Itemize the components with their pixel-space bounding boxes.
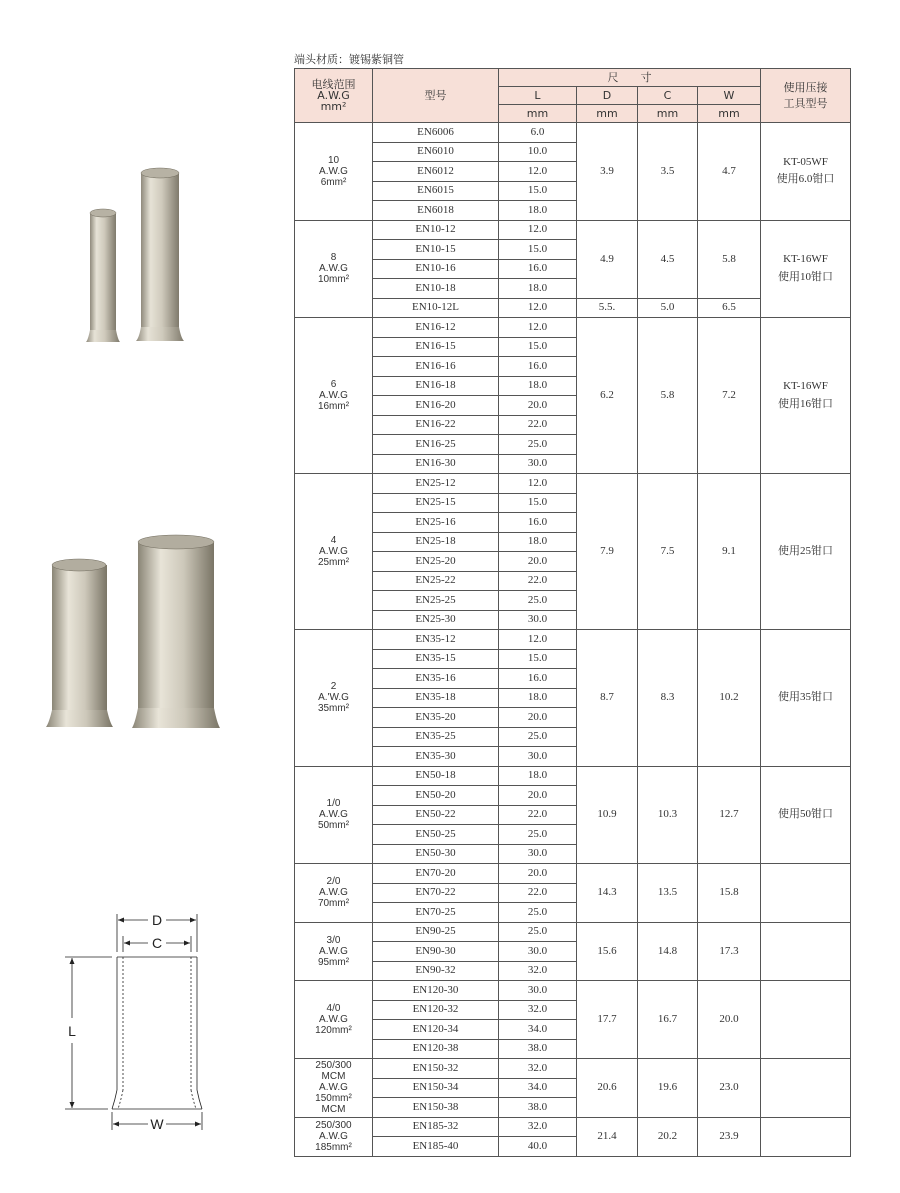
model-cell: EN90-25 — [373, 922, 499, 942]
model-cell: EN185-40 — [373, 1137, 499, 1157]
dim-c-cell: 16.7 — [638, 981, 698, 1059]
diagram-label-l: L — [68, 1023, 76, 1039]
length-cell: 15.0 — [499, 181, 577, 201]
table-row — [295, 220, 851, 240]
wire-range-cell: 4 A.W.G 25mm² — [295, 474, 373, 630]
spec-table — [294, 68, 851, 1157]
model-cell: EN10-12L — [373, 298, 499, 318]
model-cell: EN16-12 — [373, 318, 499, 338]
length-cell: 16.0 — [499, 259, 577, 279]
dim-c-cell: 7.5 — [638, 474, 698, 630]
model-cell: EN6015 — [373, 181, 499, 201]
model-cell: EN150-34 — [373, 1078, 499, 1098]
length-cell: 12.0 — [499, 318, 577, 338]
col-w-header: W — [698, 87, 761, 105]
crimp-tool-cell: KT-16WF 使用16钳口 — [761, 318, 851, 474]
dim-d-cell: 6.2 — [577, 318, 638, 474]
length-cell: 18.0 — [499, 688, 577, 708]
model-cell: EN6006 — [373, 123, 499, 143]
model-header: 型号 — [373, 69, 499, 123]
length-cell: 40.0 — [499, 1137, 577, 1157]
dim-w-cell: 6.5 — [698, 298, 761, 318]
model-cell: EN185-32 — [373, 1117, 499, 1137]
model-cell: EN35-16 — [373, 669, 499, 689]
diagram-label-w: W — [150, 1116, 164, 1132]
dimension-diagram — [60, 900, 220, 1140]
length-cell: 25.0 — [499, 903, 577, 923]
dim-d-cell: 14.3 — [577, 864, 638, 923]
length-cell: 12.0 — [499, 474, 577, 494]
dim-d-cell: 15.6 — [577, 922, 638, 981]
length-cell: 12.0 — [499, 630, 577, 650]
crimp-tool-cell — [761, 1117, 851, 1156]
model-cell: EN16-16 — [373, 357, 499, 377]
length-cell: 16.0 — [499, 513, 577, 533]
length-cell: 30.0 — [499, 610, 577, 630]
length-cell: 18.0 — [499, 201, 577, 221]
range-header: 电线范围 A.W.G mm² — [295, 69, 373, 123]
dim-w-cell: 23.0 — [698, 1059, 761, 1118]
length-cell: 18.0 — [499, 766, 577, 786]
length-cell: 38.0 — [499, 1098, 577, 1118]
dim-w-cell: 15.8 — [698, 864, 761, 923]
dim-w-cell: 20.0 — [698, 981, 761, 1059]
length-cell: 30.0 — [499, 454, 577, 474]
model-cell: EN70-22 — [373, 883, 499, 903]
length-cell: 6.0 — [499, 123, 577, 143]
model-cell: EN6012 — [373, 162, 499, 182]
large-ferrules-photo — [40, 530, 230, 735]
dimension-header: 尺 寸 — [499, 69, 761, 87]
model-cell: EN70-20 — [373, 864, 499, 884]
length-cell: 30.0 — [499, 747, 577, 767]
ferrule-medium-icon — [136, 168, 184, 341]
length-cell: 32.0 — [499, 961, 577, 981]
col-l-header: L — [499, 87, 577, 105]
model-cell: EN120-34 — [373, 1020, 499, 1040]
unit-w: mm — [698, 105, 761, 123]
model-cell: EN150-38 — [373, 1098, 499, 1118]
model-cell: EN35-15 — [373, 649, 499, 669]
length-cell: 12.0 — [499, 298, 577, 318]
crimp-tool-cell — [761, 922, 851, 981]
model-cell: EN10-16 — [373, 259, 499, 279]
dim-c-cell: 10.3 — [638, 766, 698, 864]
model-cell: EN16-25 — [373, 435, 499, 455]
length-cell: 15.0 — [499, 337, 577, 357]
length-cell: 32.0 — [499, 1000, 577, 1020]
crimp-tool-cell: 使用50钳口 — [761, 766, 851, 864]
table-row — [295, 766, 851, 786]
length-cell: 25.0 — [499, 922, 577, 942]
table-row — [295, 981, 851, 1001]
crimp-tool-cell: 使用25钳口 — [761, 474, 851, 630]
table-row — [295, 1117, 851, 1137]
dim-w-cell: 12.7 — [698, 766, 761, 864]
dim-d-cell: 10.9 — [577, 766, 638, 864]
table-row — [295, 922, 851, 942]
dim-d-cell: 5.5. — [577, 298, 638, 318]
length-cell: 15.0 — [499, 649, 577, 669]
ferrule-large-icon — [46, 559, 113, 727]
length-cell: 22.0 — [499, 805, 577, 825]
dim-w-cell: 9.1 — [698, 474, 761, 630]
crimp-tool-cell: KT-16WF 使用10钳口 — [761, 220, 851, 318]
dim-c-cell: 5.8 — [638, 318, 698, 474]
table-row — [295, 630, 851, 650]
dim-d-cell: 20.6 — [577, 1059, 638, 1118]
model-cell: EN50-18 — [373, 766, 499, 786]
model-cell: EN35-12 — [373, 630, 499, 650]
model-cell: EN50-20 — [373, 786, 499, 806]
table-row — [295, 318, 851, 338]
crimp-tool-cell — [761, 1059, 851, 1118]
model-cell: EN50-30 — [373, 844, 499, 864]
length-cell: 25.0 — [499, 727, 577, 747]
model-cell: EN10-18 — [373, 279, 499, 299]
length-cell: 34.0 — [499, 1078, 577, 1098]
length-cell: 22.0 — [499, 571, 577, 591]
dim-w-cell: 7.2 — [698, 318, 761, 474]
length-cell: 38.0 — [499, 1039, 577, 1059]
model-cell: EN35-30 — [373, 747, 499, 767]
length-cell: 18.0 — [499, 376, 577, 396]
ferrule-small-icon — [86, 209, 120, 342]
length-cell: 30.0 — [499, 844, 577, 864]
length-cell: 20.0 — [499, 864, 577, 884]
model-cell: EN10-12 — [373, 220, 499, 240]
dim-c-cell: 13.5 — [638, 864, 698, 923]
model-cell: EN35-25 — [373, 727, 499, 747]
model-cell: EN35-20 — [373, 708, 499, 728]
unit-c: mm — [638, 105, 698, 123]
model-cell: EN16-15 — [373, 337, 499, 357]
dim-d-cell: 7.9 — [577, 474, 638, 630]
dim-w-cell: 10.2 — [698, 630, 761, 767]
length-cell: 30.0 — [499, 981, 577, 1001]
length-cell: 20.0 — [499, 708, 577, 728]
wire-range-cell: 3/0 A.W.G 95mm² — [295, 922, 373, 981]
col-c-header: C — [638, 87, 698, 105]
length-cell: 16.0 — [499, 669, 577, 689]
table-row — [295, 474, 851, 494]
length-cell: 34.0 — [499, 1020, 577, 1040]
model-cell: EN150-32 — [373, 1059, 499, 1079]
model-cell: EN25-15 — [373, 493, 499, 513]
wire-range-cell: 4/0 A.W.G 120mm² — [295, 981, 373, 1059]
tool-header: 使用压接 工具型号 — [761, 69, 851, 123]
material-label: 端头材质：镀锡紫铜管 — [294, 53, 404, 66]
model-cell: EN25-25 — [373, 591, 499, 611]
small-ferrules-photo — [80, 165, 190, 350]
model-cell: EN120-32 — [373, 1000, 499, 1020]
dim-w-cell: 5.8 — [698, 220, 761, 298]
model-cell: EN16-20 — [373, 396, 499, 416]
length-cell: 22.0 — [499, 883, 577, 903]
length-cell: 20.0 — [499, 786, 577, 806]
model-cell: EN16-22 — [373, 415, 499, 435]
model-cell: EN25-18 — [373, 532, 499, 552]
length-cell: 15.0 — [499, 240, 577, 260]
model-cell: EN16-18 — [373, 376, 499, 396]
dim-d-cell: 21.4 — [577, 1117, 638, 1156]
col-d-header: D — [577, 87, 638, 105]
dim-c-cell: 14.8 — [638, 922, 698, 981]
length-cell: 30.0 — [499, 942, 577, 962]
model-cell: EN16-30 — [373, 454, 499, 474]
dim-w-cell: 4.7 — [698, 123, 761, 221]
diagram-label-c: C — [151, 935, 163, 951]
dim-d-cell: 17.7 — [577, 981, 638, 1059]
wire-range-cell: 250/300 A.W.G 185mm² — [295, 1117, 373, 1156]
dim-w-cell: 17.3 — [698, 922, 761, 981]
dim-c-cell: 20.2 — [638, 1117, 698, 1156]
model-cell: EN25-12 — [373, 474, 499, 494]
dim-c-cell: 3.5 — [638, 123, 698, 221]
model-cell: EN90-30 — [373, 942, 499, 962]
wire-range-cell: 2/0 A.W.G 70mm² — [295, 864, 373, 923]
length-cell: 32.0 — [499, 1117, 577, 1137]
length-cell: 18.0 — [499, 532, 577, 552]
wire-range-cell: 1/0 A.W.G 50mm² — [295, 766, 373, 864]
crimp-tool-cell: KT-05WF 使用6.0钳口 — [761, 123, 851, 221]
length-cell: 20.0 — [499, 552, 577, 572]
model-cell: EN6010 — [373, 142, 499, 162]
wire-range-cell: 10 A.W.G 6mm² — [295, 123, 373, 221]
crimp-tool-cell — [761, 981, 851, 1059]
length-cell: 25.0 — [499, 825, 577, 845]
length-cell: 25.0 — [499, 435, 577, 455]
model-cell: EN25-30 — [373, 610, 499, 630]
wire-range-cell: 250/300 MCM A.W.G 150mm² MCM — [295, 1059, 373, 1118]
length-cell: 12.0 — [499, 220, 577, 240]
model-cell: EN35-18 — [373, 688, 499, 708]
dim-c-cell: 8.3 — [638, 630, 698, 767]
model-cell: EN90-32 — [373, 961, 499, 981]
dim-c-cell: 19.6 — [638, 1059, 698, 1118]
table-row — [295, 1059, 851, 1079]
ferrule-xlarge-icon — [132, 535, 220, 728]
unit-l: mm — [499, 105, 577, 123]
dim-c-cell: 4.5 — [638, 220, 698, 298]
model-cell: EN70-25 — [373, 903, 499, 923]
unit-d: mm — [577, 105, 638, 123]
length-cell: 16.0 — [499, 357, 577, 377]
model-cell: EN50-22 — [373, 805, 499, 825]
dim-c-cell: 5.0 — [638, 298, 698, 318]
model-cell: EN120-30 — [373, 981, 499, 1001]
length-cell: 32.0 — [499, 1059, 577, 1079]
model-cell: EN25-22 — [373, 571, 499, 591]
length-cell: 20.0 — [499, 396, 577, 416]
table-row — [295, 123, 851, 143]
diagram-label-d: D — [151, 912, 163, 928]
length-cell: 25.0 — [499, 591, 577, 611]
dim-d-cell: 8.7 — [577, 630, 638, 767]
dim-d-cell: 3.9 — [577, 123, 638, 221]
model-cell: EN25-16 — [373, 513, 499, 533]
crimp-tool-cell — [761, 864, 851, 923]
length-cell: 18.0 — [499, 279, 577, 299]
length-cell: 22.0 — [499, 415, 577, 435]
dim-d-cell: 4.9 — [577, 220, 638, 298]
wire-range-cell: 6 A.W.G 16mm² — [295, 318, 373, 474]
length-cell: 15.0 — [499, 493, 577, 513]
model-cell: EN10-15 — [373, 240, 499, 260]
model-cell: EN25-20 — [373, 552, 499, 572]
length-cell: 12.0 — [499, 162, 577, 182]
wire-range-cell: 2 A.'W.G 35mm² — [295, 630, 373, 767]
length-cell: 10.0 — [499, 142, 577, 162]
model-cell: EN50-25 — [373, 825, 499, 845]
dim-w-cell: 23.9 — [698, 1117, 761, 1156]
wire-range-cell: 8 A.W.G 10mm² — [295, 220, 373, 318]
model-cell: EN6018 — [373, 201, 499, 221]
table-row — [295, 864, 851, 884]
model-cell: EN120-38 — [373, 1039, 499, 1059]
crimp-tool-cell: 使用35钳口 — [761, 630, 851, 767]
